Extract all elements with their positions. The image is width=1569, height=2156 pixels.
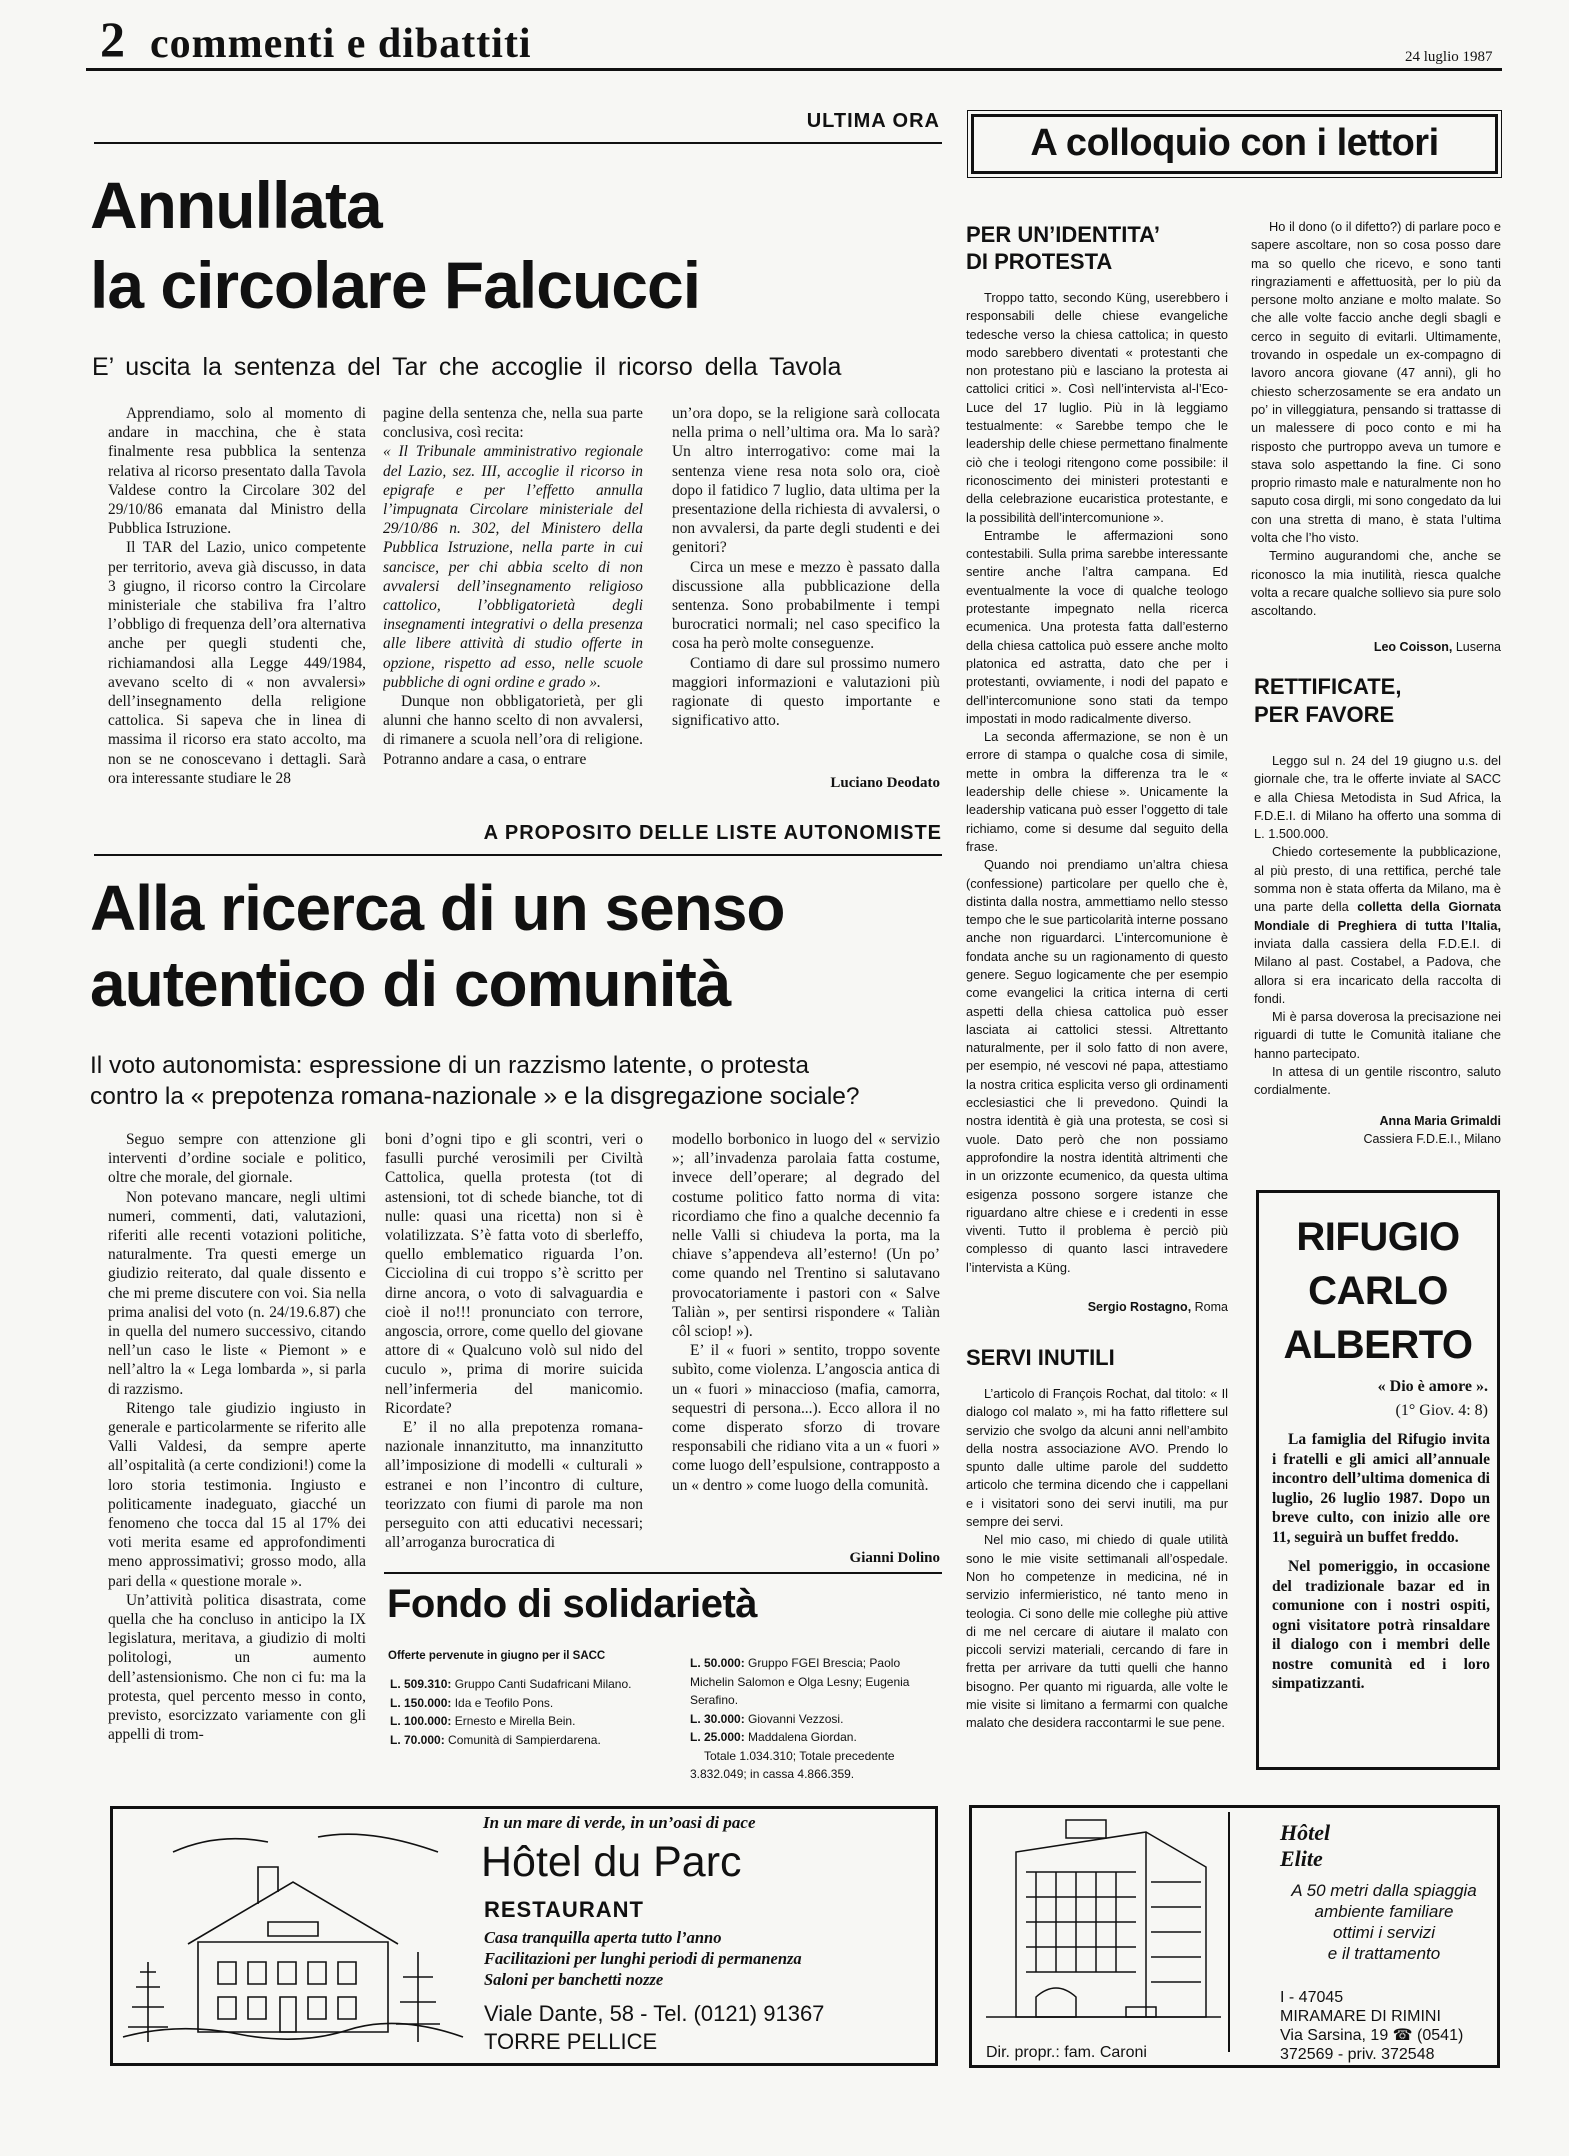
letter3-p1: Leggo sul n. 24 del 19 giugno u.s. del giornale che, tra le offerte inviate al SACC e alla Chiesa Metodista in Sud Africa, la F.D.E.I. di Milano ha offerto una somma di L. 1.500.000. bbox=[1254, 753, 1501, 842]
rifugio-title bbox=[1259, 1210, 1497, 1372]
article1-title bbox=[90, 165, 700, 325]
letter3-signature bbox=[1254, 1112, 1501, 1148]
issue-date: 24 luglio 1987 bbox=[1405, 49, 1493, 65]
elite-building-illustration bbox=[976, 1812, 1226, 2037]
article1-col3-p2: Circa un mese e mezzo è passato dalla discussione alla pubblicazione della sentenza. Sono probabilmente i tempi burocratici normali; nel caso specifico la cosa ha però molte conseguenze. bbox=[672, 558, 940, 653]
article1-col2-lead: pagine della sentenza che, nella sua parte conclusiva, così recita: bbox=[383, 405, 643, 442]
fondo-left bbox=[390, 1675, 660, 1749]
article2-col2 bbox=[385, 1130, 643, 1570]
letter1-sig-name: Sergio Rostagno, bbox=[1087, 1300, 1192, 1314]
letter2-title: SERVI INUTILI bbox=[966, 1345, 1115, 1370]
letter2-sig-city: Luserna bbox=[1455, 640, 1501, 654]
ad-parc-line1: Casa tranquilla aperta tutto l’anno bbox=[484, 1928, 722, 1947]
article1-col3-p1: un’ora dopo, se la religione sarà collocata nella prima o nell’ultima ora. Ma lo sarà? Un altro interrogativo: come mai la sentenza viene resa nota solo ora, cioè dopo il fatidico 7 luglio, data ultima per la presentazione della richiesta di avvalersi, o non avvalersi, da parte degli studenti e dei genitori? bbox=[672, 405, 940, 557]
article2-col1-p2: Non potevano mancare, negli ultimi numeri, commenti, dati, valutazioni, riferiti alle recenti votazioni politiche, naturalmente. Tra questi emerge un giudizio reiterato, dal quale dissento e che mi preme discutere con voi. Sia nella prima analisi del voto (n. 24/19.6.87) che in quella del numero successivo, citando nell’un caso le liste « Piemont » e nell’altro la « Lega lombarda », si parla di razzismo. bbox=[108, 1188, 366, 1398]
letter3-p4: In attesa di un gentile riscontro, saluto cordialmente. bbox=[1254, 1064, 1501, 1098]
ad-elite-desc-line4: e il trattamento bbox=[1327, 1944, 1441, 1963]
article2-col2-p2: E’ il no alla prepotenza romana-nazionale innanzitutto, ma innanzitutto all’imposizione di modelli « culturali » estranei e non l’incontro di culture, teorizzato con fiumi di parole ma non perseguito con atti educativi necessari; all’arroganza burocratica di bbox=[385, 1419, 643, 1552]
fondo-entry: L. 30.000: Giovanni Vezzosi. bbox=[690, 1711, 844, 1726]
article2-col1-p3: Ritengo tale giudizio ingiusto in generale e particolarmente se riferito alle Valli Valdesi, da sempre aperte all’ospitalità (a certe condizioni!) come la loro storia testimonia. Ingiusto e politicamente inadeguato, giacché un fenomeno che tocca dal 15 al 17% dei voti merita esame ed approfondimenti meno approssimativi; grosso modo, alla pari della « questione morale ». bbox=[108, 1399, 366, 1590]
ad-parc-sub: RESTAURANT bbox=[484, 1897, 644, 1922]
letter3-title-line1: RETTIFICATE, bbox=[1254, 674, 1402, 699]
article2-subtitle-line2: contro la « prepotenza romana-nazionale » e la disgregazione sociale? bbox=[90, 1083, 860, 1110]
ad-elite-divider bbox=[1228, 1812, 1230, 2052]
lettori-box-title: A colloquio con i lettori bbox=[1030, 122, 1439, 164]
letter1-sig-city: Roma bbox=[1194, 1300, 1228, 1314]
article1-title-line1: Annullata bbox=[90, 168, 382, 242]
article2-title-line1: Alla ricerca di un senso bbox=[90, 872, 785, 944]
article1-col1-p1: Apprendiamo, solo al momento di andare in macchina, che è stata finalmente resa pubblica la sentenza relativa al ricorso presentato dalla Tavola Valdese contro la Circolare 302 del 29/10/86 emanata dal Ministro della Pubblica Istruzione. bbox=[108, 405, 366, 538]
ad-elite-city: MIRAMARE DI RIMINI bbox=[1280, 2008, 1441, 2025]
fondo-title: Fondo di solidarietà bbox=[387, 1582, 758, 1626]
article2-col3 bbox=[672, 1130, 940, 1550]
ad-elite-name bbox=[1280, 1820, 1330, 1872]
letter1-title-line2: DI PROTESTA bbox=[966, 249, 1113, 274]
rifugio-title-line3: ALBERTO bbox=[1283, 1323, 1473, 1367]
fondo-entry: L. 50.000: Gruppo FGEI Brescia; Paolo Michelin Salomon e Olga Lesny; Eugenia Serafino. bbox=[690, 1656, 910, 1707]
letter2-p4: Termino augurandomi che, anche se riconosco la mia inutilità, riesca qualche volta a recare qualche sollievo sia pure solo ascoltando. bbox=[1251, 548, 1501, 619]
article1-kicker: ULTIMA ORA bbox=[806, 110, 940, 132]
rifugio-title-line2: CARLO bbox=[1308, 1269, 1448, 1313]
article1-signature: Luciano Deodato bbox=[830, 775, 940, 791]
hotel-illustration bbox=[118, 1812, 468, 2060]
article2-col1-p1: Seguo sempre con attenzione gli interventi d’ordine sociale e politico, oltre che morale, del giornale. bbox=[108, 1131, 366, 1187]
ad-elite-name-line1: Hôtel bbox=[1280, 1820, 1331, 1845]
letter2-sig-name: Leo Coisson, bbox=[1373, 640, 1453, 654]
article2-title-line2: autentico di comunità bbox=[90, 948, 731, 1020]
letter3-body bbox=[1254, 752, 1501, 1152]
letter1-p3: La seconda affermazione, se non è un errore di stampa o qualche cosa di simile, mette in ombra la differenza tra le « leadership delle chiese ». Unicamente la leadership vaticana può esser l’oggetto di tale richiamo, come si desume dal seguito della frase. bbox=[966, 729, 1228, 854]
article2-col1 bbox=[108, 1130, 366, 1768]
section-title: commenti e dibattiti bbox=[150, 21, 532, 67]
article2-col1-p4: Un’attività politica disastrata, come quella che ha concluso in anticipo la IX legislatura, meritava, a giudizio di molti politologi, un aumento dell’astensionismo. Che non ci fu: ma la protesta, quel percento messo in conto, previsto, esorcizzato variamente con gli appelli di trom- bbox=[108, 1591, 366, 1744]
letter2-signature bbox=[1251, 640, 1501, 654]
article1-col2-quote: « Il Tribunale amministrativo regionale del Lazio, sez. III, accoglie il ricorso in epigrafe e per l’effetto annulla l’impugnata Circolare ministeriale del 29/10/86 n. 302, del Ministero della Pubblica Istruzione, nella parte in cui sancisce, per chi abbia scelto di non avvalersi dell’insegnamento religioso cattolico, l’obbligatorietà degli insegnamenti integrativi o della presenza alle libere attività di studio offerte in opzione, rispetto ad esso, nelle scuole pubbliche di ogni ordine e grado ». bbox=[383, 443, 643, 691]
ad-elite-desc bbox=[1270, 1880, 1498, 1964]
article2-col3-p1: modello borbonico in luogo del « servizio »; all’invadenza parolaia fatta costume, invece dell’operare; al degrado del costume politico fatto norma di vita: ricordiamo che fino a qualche decennio fa nelle Valli si chiudeva la porta, ma la chiave s’appendeva all’esterno! (Un po’ come quando nel Trentino si salutavano provocatoriamente i pastori con « Salve Taliàn », per sentirsi rispondere « Taliàn côl sciop! »). bbox=[672, 1131, 940, 1341]
ad-elite-name-line2: Elite bbox=[1280, 1846, 1323, 1871]
ad-parc-line2: Facilitazioni per lunghi periodi di permanenza bbox=[484, 1949, 802, 1968]
article2-title bbox=[90, 870, 785, 1022]
rifugio-p1: La famiglia del Rifugio invita i fratelli e gli amici all’annuale incontro dell’ultima domenica di luglio, 26 luglio 1987. Dopo un breve culto, con inizio alle ore 11, seguirà un buffet freddo. bbox=[1272, 1431, 1490, 1546]
letter3-p2-emphasis: colletta della Giornata Mondiale di Preghiera di tutta l’Italia, bbox=[1254, 899, 1501, 933]
rifugio-p2: Nel pomeriggio, in occasione del tradizionale bazar ed in comunione con i nostri ospiti, ogni visitatore potrà rinsaldare il dialogo con i membri delle nostre comunità ed i loro simpatizzanti. bbox=[1272, 1558, 1490, 1692]
fondo-entry: L. 70.000: Comunità di Sampierdarena. bbox=[390, 1732, 601, 1747]
ad-elite-desc-line2: ambiente familiare bbox=[1314, 1902, 1454, 1921]
ad-elite-desc-line1: A 50 metri dalla spiaggia bbox=[1291, 1881, 1477, 1900]
fondo-entry: L. 150.000: Ida e Teofilo Pons. bbox=[390, 1695, 554, 1710]
rifugio-quote-ref: (1° Giov. 4: 8) bbox=[1395, 1402, 1488, 1419]
article2-signature: Gianni Dolino bbox=[849, 1550, 940, 1566]
letter1-p4: Quando noi prendiamo un’altra chiesa (confessione) particolare per quello che è, distinta dalla nostra, ammettiamo nello stesso tempo che le sue particolarità interne possano anche non riguardarci. L’intercomunione è fondata anche su un ragionamento di questo genere. Seguo logicamente che per esempio come evangelici la critica interna di certi aspetti della chiesa cattolica può esser lasciata ai cattolici stessi. Altrettanto naturalmente, per il solo fatto di non avere, per esempio, né vescovi né papa, attestiamo la nostra critica esplicita verso gli ordinamenti ecclesiastici che li prevedono. Quindi la nostra identità è già una protesta, se così si vuole. Dato però che non possiamo approfondire la nostra identità altrimenti che in un orizzonte ecumenico, da questa ultima esigenza possono sorgere istanze che riguardano altre chiese e i credenti in esse viventi. Tutto il problema è perciò più complesso di quanto lasci intravedere l’intervista a Küng. bbox=[966, 857, 1228, 1275]
ad-parc-street: Viale Dante, 58 - Tel. (0121) 91367 bbox=[484, 2001, 825, 2026]
fondo-totals: Totale 1.034.310; Totale precedente 3.832.049; in cassa 4.866.359. bbox=[690, 1748, 895, 1781]
letter1-p2: Entrambe le affermazioni sono contestabili. Sulla prima sarebbe interessante sentire anche l’altra campana. Ed eventualmente la voce di qualche teologo protestante impegnato nella ricerca ecumenica. Una protesta fatta dall’esterno della chiesa cattolica può essere anche molto platonica ed astratta, dato che per i protestanti, ovviamente, i nodi del papato e dell’intercomunione sono stati da tempo impostati in modo radicalmente diverso. bbox=[966, 527, 1228, 726]
ad-elite-postcode: I - 47045 bbox=[1280, 1989, 1344, 2006]
article1-col1-p2: Il TAR del Lazio, unico competente per territorio, aveva già discusso, in data 3 giugno, il ricorso contro la Circolare ministeriale che stabiliva fra l’altro l’obbligo di frequenza dell’ora alternativa anche per quegli studenti che, richiamandosi alla Legge 449/1984, avevano scelto di « non avvalersi» dell’insegnamento della religione cattolica. Si sapeva che in linea di massima il ricorso era stato accolto, ma non se ne conoscevano i dettagli. Sarà ora interessante studiare le 28 bbox=[108, 539, 366, 787]
ad-elite-street: Via Sarsina, 19 ☎ (0541) bbox=[1280, 2027, 1464, 2044]
article1-col2-rest: Dunque non obbligatorietà, per gli alunni che hanno scelto di non avvalersi, di rimanere a scuola nell’ora di religione. Potranno andare a casa, o entrare bbox=[383, 693, 643, 768]
fondo-entry: L. 25.000: Maddalena Giordan. bbox=[690, 1730, 857, 1744]
letter2-p1: L’articolo di François Rochat, dal titolo: « Il dialogo col malato », mi ha fatto riflettere sul servizio che svolgo da alcuni anni nell’ambito della nostra associazione AVO. Prendo lo spunto dalle ultime parole del suddetto articolo che termina dicendo che i cappellani e i visitatori sono dei servi inutili, ma pur sempre dei servi. bbox=[966, 1386, 1228, 1530]
rifugio-quote bbox=[1266, 1375, 1488, 1423]
letter2-p3: Ho il dono (o il difetto?) di parlare poco e sapere ascoltare, non so cosa posso dare ma so quello che ricevo, e sono tanti ringraziamenti e affettuosità, per lo più da persone molto anziane e molto malate. So che alle volte faccio anche degli sbagli e cerco in seguito di evitarli. Ultimamente, trovando in ospedale un ex-compagno di lavoro ancora giovane (47 anni), gli ho chiesto scherzosamente se era andato un po’ in villeggiatura, pensando si trattasse di un malessere di poco conto e mi ha risposto che purtroppo aveva un tumore e stava solo aspettando la fine. Ci sono proprio rimasto male e naturalmente non ho saputo cosa dirgli, mi sono congedato da lui con una stretta di mano, è stata l’ultima volta che l’ho visto. bbox=[1251, 219, 1501, 546]
letter1-body bbox=[966, 289, 1228, 1289]
article1-subtitle: E’ uscita la sentenza del Tar che accoglie il ricorso della Tavola bbox=[92, 353, 842, 381]
article2-rule bbox=[94, 854, 942, 856]
ad-elite-owner: Dir. propr.: fam. Caroni bbox=[986, 2044, 1147, 2061]
article2-col3-p2: E’ il « fuori » sentito, troppo sovente subìto, come violenza. L’angoscia antica di un « fuori » minaccioso (mafia, camorra, sequestri di persona...). Ecco allora il no come disperato sforzo di trovare responsabili che ridiano vita a un « fuori » come luogo dell’espulsione, contrapposto a un « dentro » come luogo della comunità. bbox=[672, 1342, 940, 1494]
article1-rule bbox=[94, 142, 942, 144]
fondo-rule bbox=[384, 1572, 942, 1574]
letter1-title-line1: PER UN’IDENTITA’ bbox=[966, 222, 1160, 247]
rifugio-title-line1: RIFUGIO bbox=[1296, 1215, 1460, 1259]
ad-elite-desc-line3: ottimi i servizi bbox=[1332, 1923, 1435, 1942]
ad-parc-name: Hôtel du Parc bbox=[481, 1838, 742, 1886]
ad-parc-address bbox=[484, 2000, 824, 2056]
fondo-intro: Offerte pervenute in giugno per il SACC bbox=[388, 1650, 606, 1662]
letter3-title-line2: PER FAVORE bbox=[1254, 702, 1395, 727]
article2-col2-p1: boni d’ogni tipo e gli scontri, veri o fasulli purché verosimili per Civiltà Cattolica, quella protesta (tot di astensioni, tot di schede bianche, tot di nulle: quasi una ricetta) non si è volatilizzata. S’è fatta voto di sberleffo, quello emblematico riguarda l’on. Cicciolina di cui troppo s’è scritto per dirne ancora, o voto di salvaguardia e cioè il no!!! pronunciato con terrore, angoscia, orrore, come quello del giovane attore di « Qualcuno volò sul nido del cuculo », prima di morire suicida nell’infermeria del manicomio. Ricordate? bbox=[385, 1131, 643, 1417]
ad-elite-phones: 372569 - priv. 372548 bbox=[1280, 2046, 1435, 2063]
article1-col2 bbox=[383, 404, 643, 797]
letter1-title bbox=[966, 221, 1160, 275]
fondo-entry: L. 509.310: Gruppo Canti Sudafricani Milano. bbox=[390, 1677, 632, 1691]
rifugio-body bbox=[1272, 1430, 1490, 1694]
page-number: 2 bbox=[100, 11, 125, 67]
article1-col3-p3: Contiamo di dare sul prossimo numero maggiori informazioni e valutazioni più ragionate di questo importante e significativo atto. bbox=[672, 654, 940, 730]
ad-parc-lines bbox=[484, 1927, 802, 1990]
article1-title-line2: la circolare Falcucci bbox=[90, 248, 701, 322]
article1-col3 bbox=[672, 404, 940, 778]
ad-parc-line3: Saloni per banchetti nozze bbox=[484, 1970, 664, 1989]
letter3-sig-role: Cassiera F.D.E.I., Milano bbox=[1363, 1132, 1501, 1146]
ad-elite-address bbox=[1280, 1988, 1463, 2064]
rifugio-quote-text: « Dio è amore ». bbox=[1377, 1378, 1488, 1395]
letter3-p2: Chiedo cortesemente la pubblicazione, al più presto, di una rettifica, perché tale somma non è stata offerta da Milano, ma è una parte della colletta della Giornata Mondiale di Preghiera di tutta l’Italia, inviata dalla cassiera della F.D.E.I. di Milano al past. Costabel, a Padova, che allora si era incaricato della raccolta di fondi. bbox=[1254, 844, 1501, 1006]
ad-parc-tagline: In un mare di verde, in un’oasi di pace bbox=[483, 1813, 756, 1832]
fondo-entry: L. 100.000: Ernesto e Mirella Bein. bbox=[390, 1714, 576, 1728]
letter1-p1: Troppo tatto, secondo Küng, userebbero i responsabili delle chiese evangeliche tedesche verso la chiesa cattolica; in questo modo sarebbero diventati « protestanti che non protestano più e lasciano la protesta ai cattolici critici ». Così nell’intervista al-l’Eco-Luce del 17 luglio. Più in là leggiamo testualmente: « Sarebbe tempo che le leadership delle chiese permettano finalmente ciò che i teologi ritengono come possibile: il riconoscimento dei ministeri protestanti e della celebrazione eucaristica protestante, e la possibilità dell’intercomunione ». bbox=[966, 290, 1228, 525]
letter1-signature bbox=[966, 1300, 1228, 1314]
fondo-right bbox=[690, 1654, 942, 1784]
letter2-p2: Nel mio caso, mi chiedo di quale utilità sono le mie visite settimanali all’ospedale. Non ho competenze in medicina, né in servizio infermieristico, né tanto meno in teologia. Ci sono delle mie colleghe più attive di me nel cercare di aiutare il malato con piccoli servizi materiali, cercando di fare in fretta per arrivare da tutti quelli che hanno bisogno. Per quanto mi riguarda, alle volte le mie visite si limitano a fermarmi con qualche malato che desidera raccontarmi le sue pene. bbox=[966, 1532, 1228, 1731]
letter3-p3: Mi è parsa doverosa la precisazione nei riguardi di tutte le Comunità italiane che hanno partecipato. bbox=[1254, 1009, 1501, 1061]
article2-kicker: A PROPOSITO DELLE LISTE AUTONOMISTE bbox=[483, 822, 942, 844]
article2-subtitle-line1: Il voto autonomista: espressione di un razzismo latente, o protesta bbox=[90, 1052, 810, 1079]
article1-col1 bbox=[108, 404, 366, 797]
letter2-continued bbox=[1251, 218, 1501, 628]
letter3-sig-name: Anna Maria Grimaldi bbox=[1379, 1114, 1501, 1128]
ad-parc-city: TORRE PELLICE bbox=[484, 2029, 658, 2054]
masthead-rule bbox=[86, 68, 1502, 71]
article2-subtitle bbox=[90, 1050, 860, 1112]
letter3-title bbox=[1254, 673, 1401, 729]
